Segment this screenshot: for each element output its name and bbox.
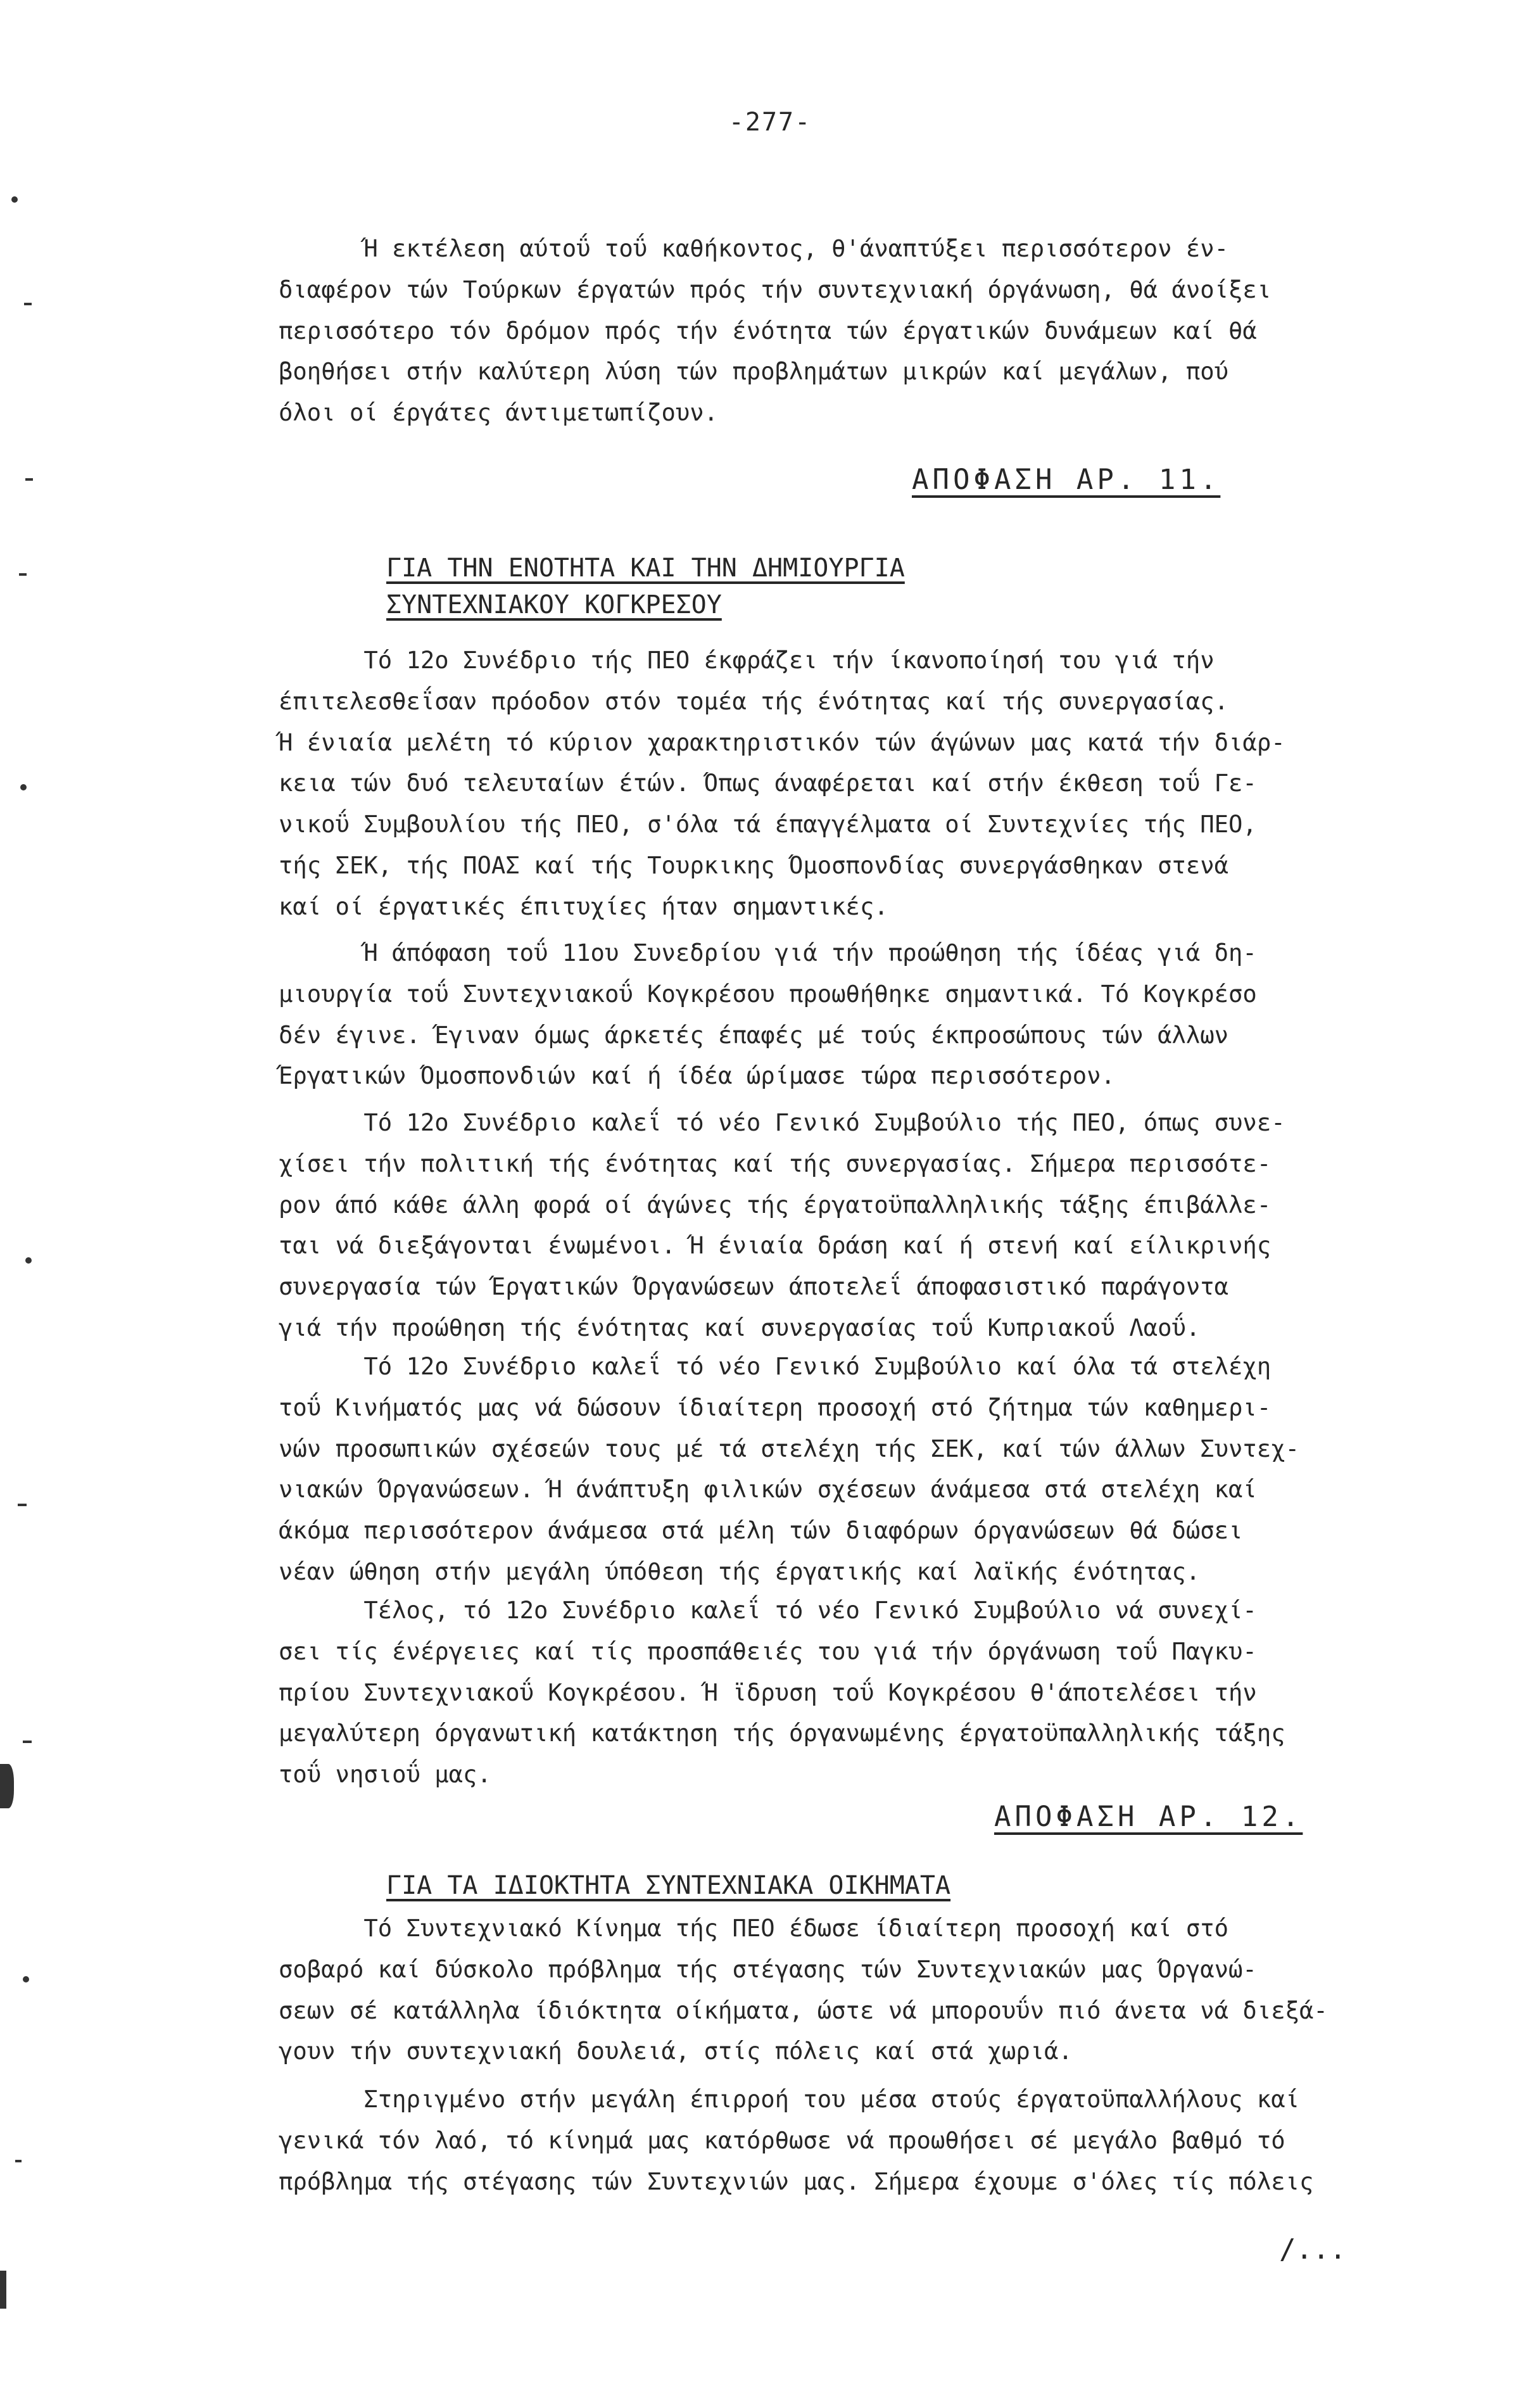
page-number: -277- (728, 108, 812, 137)
continuation-mark: /... (1279, 2233, 1346, 2266)
scan-speck (20, 784, 27, 790)
text-line: Τέλος, τό 12ο Συνέδριο καλεΐ τό νέο Γενικό Συμβούλιο νά συνεχί- (279, 1596, 1257, 1624)
heading-line: ΓΙΑ ΤΗΝ ΕΝΟΤΗΤΑ ΚΑΙ ΤΗΝ ΔΗΜΙΟΥΡΓΙΑ (386, 554, 905, 583)
text-line: όλοι οί έργάτες άντιμετωπίζουν. (279, 398, 719, 427)
text-line: καί οί έργατικές έπιτυχίες ήταν σημαντικές. (279, 892, 888, 920)
text-line: Τό 12ο Συνέδριο τής ΠΕΟ έκφράζει τήν ίκανοποίησή του γιά τήν (279, 646, 1215, 674)
text-line: σει τίς ένέργειες καί τίς προσπάθειές του γιά τήν όργάνωση τοΰ Παγκυ- (279, 1637, 1257, 1665)
decision-12-heading (386, 1867, 950, 1904)
scan-speck (0, 1764, 14, 1808)
scan-speck (23, 1741, 32, 1743)
decision-11-label: ΑΠΟΦΑΣΗ ΑΡ. 11. (912, 464, 1221, 496)
decision-12-paragraph-2 (279, 2079, 1488, 2202)
text-line: βοηθήσει στήν καλύτερη λύση τών προβλημάτων μικρών καί μεγάλων, πού (279, 357, 1229, 386)
decision-11-paragraph-1 (279, 640, 1488, 927)
text-line: νικοΰ Συμβουλίου τής ΠΕΟ, σ'όλα τά έπαγγέλματα οί Συντεχνίες τής ΠΕΟ, (279, 810, 1257, 839)
text-line: Στηριγμένο στήν μεγάλη έπιρροή του μέσα στούς έργατοϋπαλλήλους καί (279, 2085, 1299, 2113)
text-line: Ή εκτέλεση αύτοΰ τοΰ καθήκοντος, θ'άναπτύξει περισσότερον έν- (279, 234, 1229, 262)
text-line: ται νά διεξάγονται ένωμένοι. Ή ένιαία δράση καί ή στενή καί είλικρινής (279, 1231, 1272, 1260)
heading-line: ΣΥΝΤΕΧΝΙΑΚΟΥ ΚΟΓΚΡΕΣΟΥ (386, 590, 722, 619)
text-line: Ή άπόφαση τοΰ 11ου Συνεδρίου γιά τήν προώθηση τής ίδέας γιά δη- (279, 939, 1257, 967)
text-line: Τό Συντεχνιακό Κίνημα τής ΠΕΟ έδωσε ίδιαίτερη προσοχή καί στό (279, 1914, 1229, 1942)
text-line: τοΰ Κινήματός μας νά δώσουν ίδιαίτερη προσοχή στό ζήτημα τών καθημερι- (279, 1393, 1272, 1421)
text-line: γουν τήν συντεχνιακή δουλειά, στίς πόλεις καί στά χωριά. (279, 2037, 1073, 2065)
decision-11-paragraph-4 (279, 1346, 1488, 1592)
decision-11-paragraph-5 (279, 1590, 1488, 1795)
scan-speck (24, 303, 32, 305)
text-line: κεια τών δυό τελευταίων έτών. Όπως άναφέρεται καί στήν έκθεση τοΰ Γε- (279, 769, 1257, 797)
text-line: σεων σέ κατάλληλα ίδιόκτητα οίκήματα, ώστε νά μπορουΰν πιό άνετα νά διεξά- (279, 1996, 1328, 2024)
text-line: συνεργασία τών Έργατικών Όργανώσεων άποτελεΐ άποφασιστικό παράγοντα (279, 1272, 1229, 1301)
text-line: μεγαλύτερη όργανωτική κατάκτηση τής όργανωμένης έργατοϋπαλληλικής τάξης (279, 1719, 1285, 1747)
text-line: διαφέρον τών Τούρκων έργατών πρός τήν συντεχνιακή όργάνωση, θά άνοίξει (279, 275, 1272, 303)
scan-speck (11, 196, 18, 203)
text-line: νών προσωπικών σχέσεών τους μέ τά στελέχη τής ΣΕΚ, καί τών άλλων Συντεχ- (279, 1434, 1299, 1462)
text-line: πρόβλημα τής στέγασης τών Συντεχνιών μας. Σήμερα έχουμε σ'όλες τίς πόλεις (279, 2167, 1314, 2195)
scan-speck (25, 478, 33, 481)
text-line: Τό 12ο Συνέδριο καλεΐ τό νέο Γενικό Συμβούλιο τής ΠΕΟ, όπως συνε- (279, 1108, 1285, 1136)
decision-11-paragraph-3 (279, 1102, 1488, 1348)
decision-11-paragraph-2 (279, 932, 1488, 1096)
text-line: Έργατικών Όμοσπονδιών καί ή ίδέα ώρίμασε τώρα περισσότερον. (279, 1062, 1115, 1090)
scan-speck (0, 2271, 6, 2309)
text-line: σοβαρό καί δύσκολο πρόβλημα τής στέγασης τών Συντεχνιακών μας Όργανώ- (279, 1955, 1257, 1983)
text-line: ρον άπό κάθε άλλη φορά οί άγώνες τής έργατοϋπαλληλικής τάξης έπιβάλλε- (279, 1190, 1272, 1219)
intro-paragraph (279, 228, 1488, 433)
text-line: γενικά τόν λαό, τό κίνημά μας κατόρθωσε νά προωθήσει σέ μεγάλο βαθμό τό (279, 2126, 1285, 2154)
text-line: Τό 12ο Συνέδριο καλεΐ τό νέο Γενικό Συμβούλιο καί όλα τά στελέχη (279, 1352, 1272, 1380)
scan-speck (23, 1976, 29, 1982)
text-line: πρίου Συντεχνιακοΰ Κογκρέσου. Ή ϊδρυση τοΰ Κογκρέσου θ'άποτελέσει τήν (279, 1678, 1257, 1706)
decision-12-label: ΑΠΟΦΑΣΗ ΑΡ. 12. (994, 1801, 1303, 1833)
scan-speck (18, 1504, 27, 1506)
text-line: νιακών Όργανώσεων. Ή άνάπτυξη φιλικών σχέσεων άνάμεσα στά στελέχη καί (279, 1475, 1257, 1504)
decision-12-paragraph-1 (279, 1908, 1488, 2072)
text-line: τοΰ νησιοΰ μας. (279, 1760, 491, 1789)
text-line: άκόμα περισσότερον άνάμεσα στά μέλη τών διαφόρων όργανώσεων θά δώσει (279, 1516, 1243, 1545)
text-line: νέαν ώθηση στήν μεγάλη ύπόθεση τής έργατικής καί λαϊκής ένότητας. (279, 1557, 1201, 1585)
text-line: τής ΣΕΚ, τής ΠΟΑΣ καί τής Τουρκικης Όμοσπονδίας συνεργάσθηκαν στενά (279, 851, 1229, 879)
text-line: Ή ένιαία μελέτη τό κύριον χαρακτηριστικόν τών άγώνων μας κατά τήν διάρ- (279, 728, 1285, 756)
text-line: μιουργία τοΰ Συντεχνιακοΰ Κογκρέσου προωθήθηκε σημαντικά. Τό Κογκρέσο (279, 979, 1257, 1008)
decision-11-heading (386, 550, 905, 623)
text-line: δέν έγινε. Έγιναν όμως άρκετές έπαφές μέ τούς έκπροσώπους τών άλλων (279, 1020, 1229, 1049)
text-line: περισσότερο τόν δρόμον πρός τήν ένότητα τών έργατικών δυνάμεων καί θά (279, 316, 1257, 345)
scan-speck (25, 1257, 32, 1264)
scan-speck (19, 573, 27, 576)
heading-line: ΓΙΑ ΤΑ ΙΔΙΟΚΤΗΤΑ ΣΥΝΤΕΧΝΙΑΚΑ ΟΙΚΗΜΑΤΑ (386, 1871, 951, 1900)
scan-speck (15, 2160, 22, 2162)
text-line: έπιτελεσθεΐσαν πρόοδον στόν τομέα τής ένότητας καί τής συνεργασίας. (279, 687, 1229, 715)
text-line: γιά τήν προώθηση τής ένότητας καί συνεργασίας τοΰ Κυπριακοΰ Λαοΰ. (279, 1313, 1201, 1341)
text-line: χίσει τήν πολιτική τής ένότητας καί τής συνεργασίας. Σήμερα περισσότε- (279, 1149, 1272, 1177)
